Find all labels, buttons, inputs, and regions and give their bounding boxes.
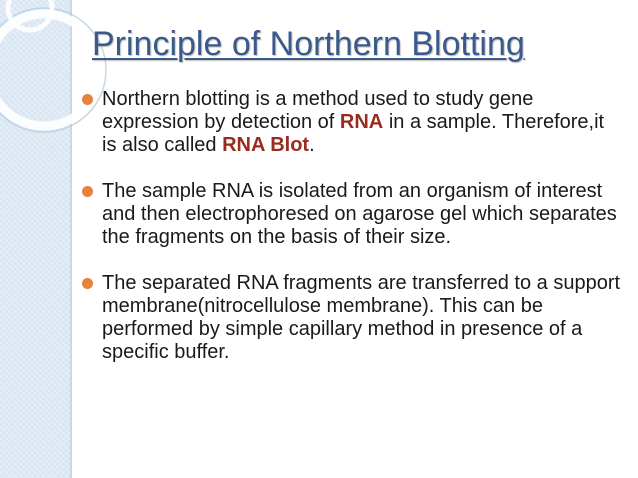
bullet-text: in a sample. Therefore,it is also called (102, 111, 605, 156)
bullet-text: The separated RNA fragments are transferred to a support membrane(nitrocellulose membrane). This can be performed by simple capillary method in presence of a specific buffer. (102, 272, 621, 363)
bullet-text: The sample RNA is isolated from an organism of interest and then electrophoresed on agarose gel which separates the fragments on the basis of their size. (102, 180, 617, 248)
bullet-dot-icon (82, 186, 93, 197)
slide-title: Principle of Northern Blotting (92, 25, 525, 63)
highlight-rna: RNA (339, 111, 384, 133)
bullet-item-transfer (78, 272, 623, 364)
highlight-rna-blot: RNA Blot (222, 134, 310, 156)
bullet-list (78, 88, 623, 387)
bullet-text: . (309, 134, 315, 156)
bullet-dot-icon (82, 278, 93, 289)
bullet-item-definition (78, 88, 623, 157)
bullet-dot-icon (82, 94, 93, 105)
bullet-text: Northern blotting is a method used to study gene expression by detection of (102, 88, 534, 133)
bullet-item-electrophoresis (78, 180, 623, 249)
